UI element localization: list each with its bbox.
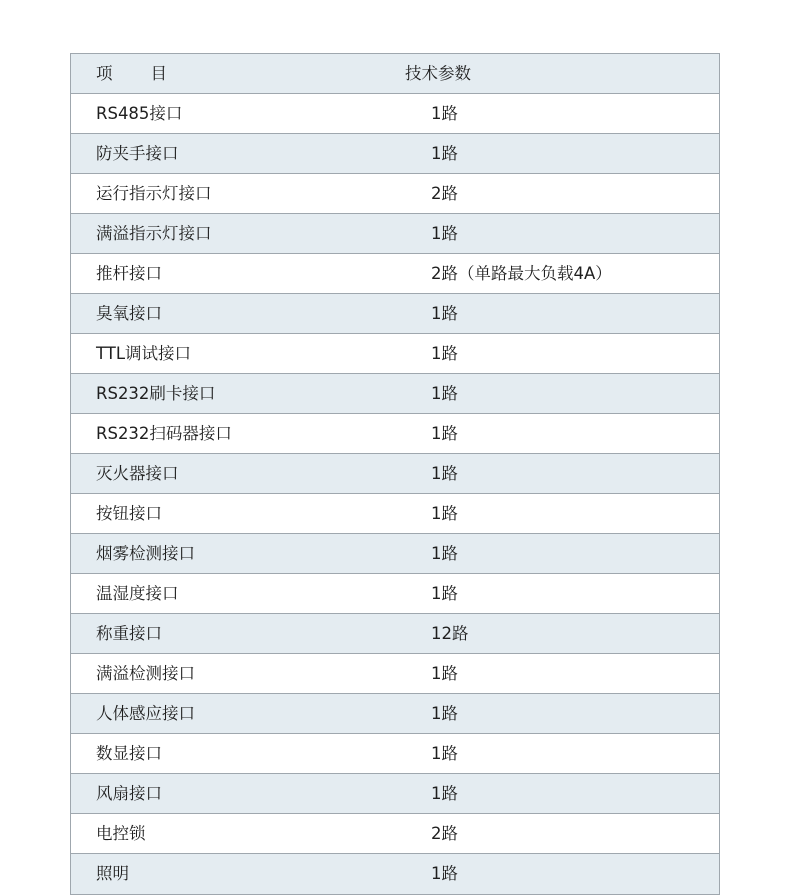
row-value: 1路 bbox=[431, 224, 458, 243]
row-item: 照明 bbox=[96, 864, 129, 883]
row-value: 1路 bbox=[431, 704, 458, 723]
table-row bbox=[71, 214, 719, 254]
header-item-label bbox=[96, 54, 167, 93]
row-value: 1路 bbox=[431, 144, 458, 163]
row-value: 1路 bbox=[431, 304, 458, 323]
row-item: TTL调试接口 bbox=[96, 344, 192, 363]
row-value: 1路 bbox=[431, 584, 458, 603]
row-item: 运行指示灯接口 bbox=[96, 184, 212, 203]
row-value: 12路 bbox=[431, 624, 469, 643]
table-row bbox=[71, 854, 719, 894]
row-value: 2路 bbox=[431, 824, 458, 843]
header-value-label: 技术参数 bbox=[405, 64, 471, 83]
row-value: 1路 bbox=[431, 464, 458, 483]
row-item: RS232扫码器接口 bbox=[96, 424, 232, 443]
row-item: 人体感应接口 bbox=[96, 704, 195, 723]
row-value: 1路 bbox=[431, 504, 458, 523]
table-row bbox=[71, 334, 719, 374]
row-value: 1路 bbox=[431, 384, 458, 403]
row-value: 1路 bbox=[431, 104, 458, 123]
table-row bbox=[71, 134, 719, 174]
row-item: RS485接口 bbox=[96, 104, 183, 123]
table-row bbox=[71, 254, 719, 294]
table-row bbox=[71, 414, 719, 454]
row-value: 1路 bbox=[431, 544, 458, 563]
row-item: 烟雾检测接口 bbox=[96, 544, 195, 563]
row-item: 温湿度接口 bbox=[96, 584, 179, 603]
table-row bbox=[71, 654, 719, 694]
row-item: 满溢检测接口 bbox=[96, 664, 195, 683]
header-item-char-2: 目 bbox=[150, 64, 167, 83]
spec-table bbox=[70, 53, 720, 895]
table-row bbox=[71, 374, 719, 414]
table-row bbox=[71, 174, 719, 214]
row-item: 防夹手接口 bbox=[96, 144, 179, 163]
table-row bbox=[71, 734, 719, 774]
row-item: 称重接口 bbox=[96, 624, 162, 643]
row-item: 臭氧接口 bbox=[96, 304, 162, 323]
table-row bbox=[71, 454, 719, 494]
row-value: 2路（单路最大负载4A） bbox=[431, 264, 612, 283]
header-item-char-1: 项 bbox=[96, 64, 113, 83]
row-item: 按钮接口 bbox=[96, 504, 162, 523]
table-row bbox=[71, 94, 719, 134]
row-item: RS232刷卡接口 bbox=[96, 384, 216, 403]
row-value: 2路 bbox=[431, 184, 458, 203]
row-value: 1路 bbox=[431, 744, 458, 763]
row-item: 电控锁 bbox=[96, 824, 146, 843]
table-row bbox=[71, 774, 719, 814]
row-item: 灭火器接口 bbox=[96, 464, 179, 483]
table-row bbox=[71, 814, 719, 854]
row-value: 1路 bbox=[431, 344, 458, 363]
row-value: 1路 bbox=[431, 864, 458, 883]
table-row bbox=[71, 574, 719, 614]
row-item: 推杆接口 bbox=[96, 264, 162, 283]
row-item: 数显接口 bbox=[96, 744, 162, 763]
row-item: 满溢指示灯接口 bbox=[96, 224, 212, 243]
table-row bbox=[71, 494, 719, 534]
row-item: 风扇接口 bbox=[96, 784, 162, 803]
table-header-row bbox=[71, 54, 719, 94]
row-value: 1路 bbox=[431, 664, 458, 683]
table-row bbox=[71, 614, 719, 654]
row-value: 1路 bbox=[431, 424, 458, 443]
table-row bbox=[71, 694, 719, 734]
row-value: 1路 bbox=[431, 784, 458, 803]
table-row bbox=[71, 294, 719, 334]
table-row bbox=[71, 534, 719, 574]
